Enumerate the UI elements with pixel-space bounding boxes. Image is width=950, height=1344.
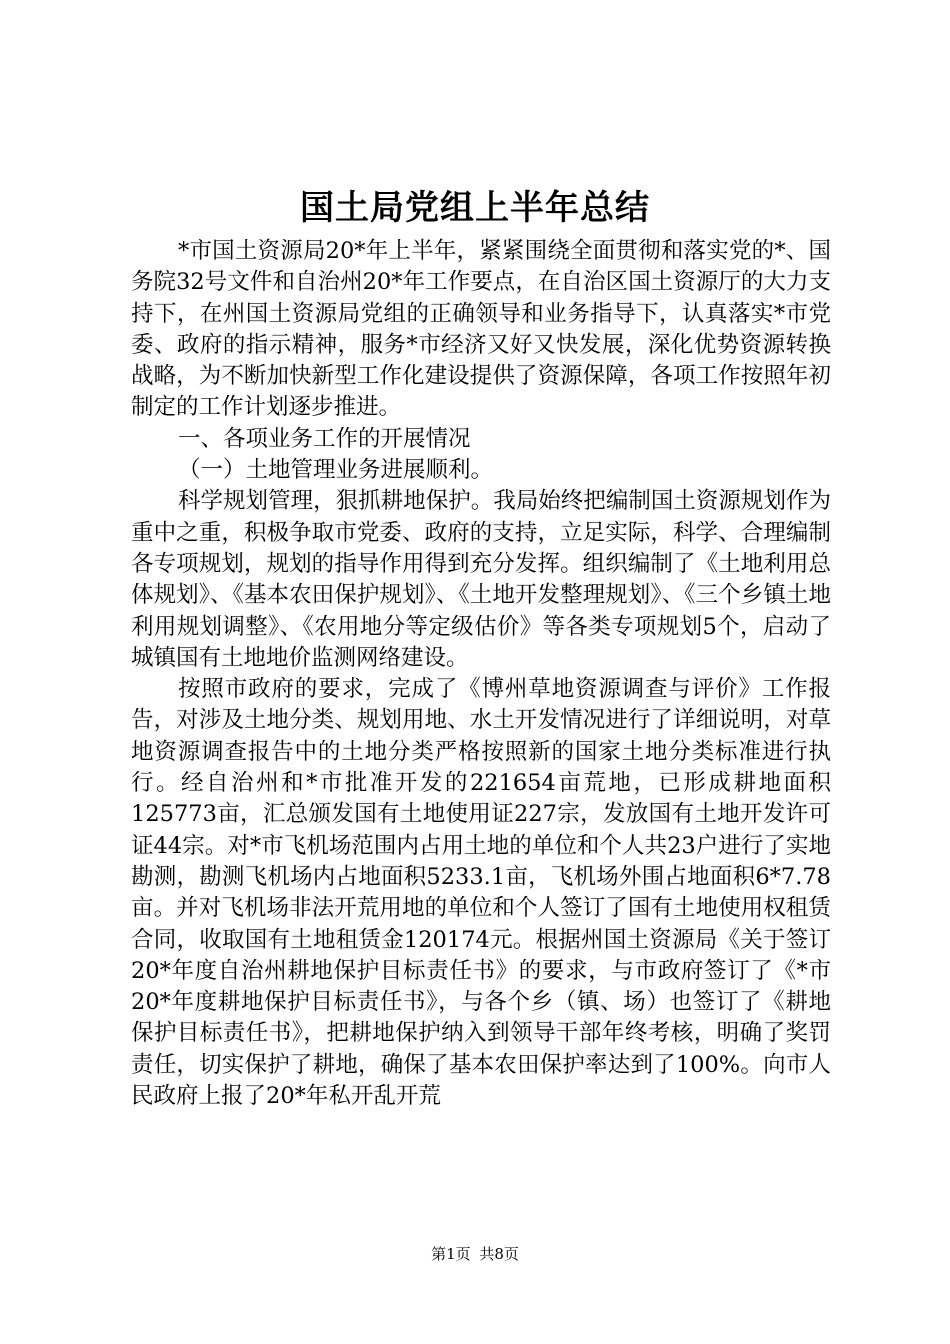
paragraph-intro: *市国土资源局20*年上半年，紧紧围绕全面贯彻和落实党的*、国务院32号文件和自治州20*年工作要点，在自治区国土资源厅的大力支持下，在州国土资源局党组的正确领导和业务指导下，认真落实*市党委、政府的指示精神，服务*市经济又好又快发展，深化优势资源转换战略，为不断加快新型工作化建设提供了资源保障，各项工作按照年初制定的工作计划逐步推进。: [131, 238, 831, 421]
document-title: 国土局党组上半年总结: [300, 188, 650, 228]
page-footer: 第1页 共8页: [431, 1245, 519, 1263]
document-body: [131, 236, 831, 1112]
paragraph-planning: 科学规划管理，狠抓耕地保护。我局始终把编制国土资源规划作为重中之重，积极争取市党委、政府的支持，立足实际，科学、合理编制各专项规划，规划的指导作用得到充分发挥。组织编制了《土地利用总体规划》、《基本农田保护规划》、《土地开发整理规划》、《三个乡镇土地利用规划调整》、《农用地分等定级估价》等各类专项规划5个，启动了城镇国有土地地价监测网络建设。: [131, 488, 831, 671]
subsection-heading: （一）土地管理业务进展顺利。: [178, 457, 494, 484]
paragraph-grassland: 按照市政府的要求，完成了《博州草地资源调查与评价》工作报告，对涉及土地分类、规划用地、水土开发情况进行了详细说明，对草地资源调查报告中的土地分类严格按照新的国家土地分类标准进行执行。经自治州和*市批准开发的221654亩荒地，已形成耕地面积125773亩，汇总颁发国有土地使用证227宗，发放国有土地开发许可证44宗。对*市飞机场范围内占用土地的单位和个人共23户进行了实地勘测，勘测飞机场内占地面积5233.1亩，飞机场外围占地面积6*7.78亩。并对飞机场非法开荒用地的单位和个人签订了国有土地使用权租赁合同，收取国有土地租赁金120174元。根据州国土资源局《关于签订20*年度自治州耕地保护目标责任书》的要求，与市政府签订了《*市20*年度耕地保护目标责任书》，与各个乡（镇、场）也签订了《耕地保护目标责任书》，把耕地保护纳入到领导干部年终考核，明确了奖罚责任，切实保护了耕地，确保了基本农田保护率达到了100%。向市人民政府上报了20*年私开乱开荒: [131, 676, 831, 1110]
section-heading: 一、各项业务工作的开展情况: [178, 425, 471, 452]
